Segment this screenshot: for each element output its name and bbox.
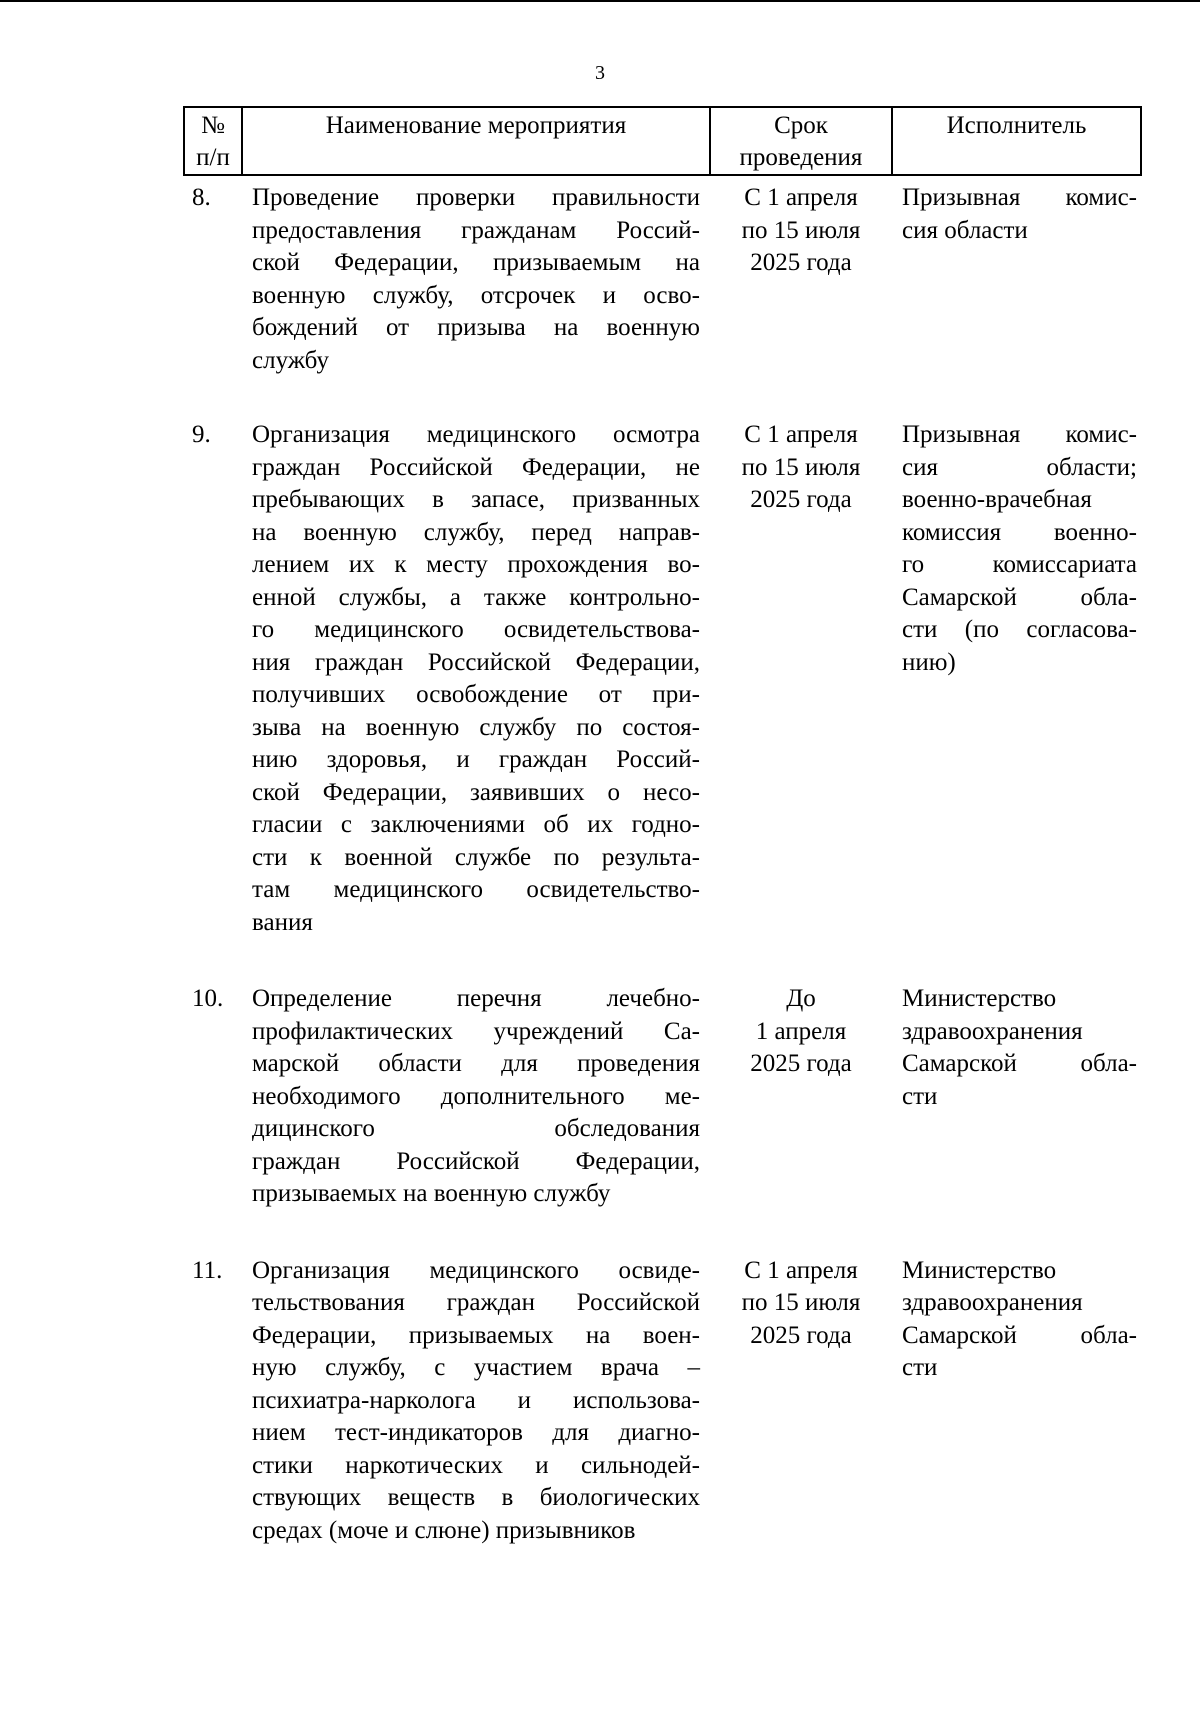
page-number: 3 [595,62,605,84]
cell-line: енной службы, а также контрольно- [252,583,700,611]
cell-line: 2025 года [750,1050,852,1077]
cell-line: Организация медицинского освиде- [252,1256,700,1284]
cell-line: Министерство [902,1256,1057,1284]
cell-line: получивших освобождение от при- [252,681,700,708]
cell-line: пребывающих в запасе, призванных [252,486,700,513]
cell-line: профилактических учреждений Са- [252,1017,700,1045]
cell-line: Самарской обла- [902,1050,1137,1077]
table-row [184,413,1141,977]
cell-line: С 1 апреля [744,184,858,211]
row-term [710,1249,892,1548]
cell-line: лением их к месту прохождения во- [252,551,700,578]
cell-line: Призывная комис- [902,184,1137,211]
table-row [184,977,1141,1249]
header-term [710,107,892,175]
cell-line: сия области [902,216,1028,244]
row-executor [892,977,1141,1249]
table-header [184,107,1141,175]
cell-line: Федерации, призываемых на воен- [252,1321,700,1349]
cell-line: сти (по согласова- [902,616,1137,643]
row-number-text: 10. [192,985,224,1012]
cell-line: призываемых на военную службу [252,1180,611,1207]
cell-line: ской Федерации, заявивших о несо- [252,778,700,806]
row-term [710,175,892,413]
row-number [184,413,242,977]
cell-line: по 15 июля [741,216,861,244]
cell-line: по 15 июля [741,1289,861,1316]
cell-line: Министерство [902,985,1057,1012]
table-header-row [184,107,1141,175]
row-number [184,1249,242,1548]
cell-line: сти [902,1082,938,1110]
cell-line: ную службу, с участием врача – [252,1354,700,1381]
cell-line: С 1 апреля [744,421,858,448]
row-event-name [242,413,710,977]
cell-line: нием тест-индикаторов для диагно- [252,1419,700,1446]
cell-line: на военную службу, перед направ- [252,518,700,546]
cell-line: С 1 апреля [744,1256,858,1284]
cell-line: сия области; [902,453,1137,481]
cell-line: тельствования граждан Российской [252,1289,700,1316]
cell-line: сти [902,1354,938,1381]
cell-line: военно-врачебная [902,486,1092,513]
header-number [184,107,242,175]
header-name [242,107,710,175]
cell-line: комиссия военно- [902,518,1137,546]
cell-line: вания [252,908,313,936]
row-executor [892,413,1141,977]
cell-line: ской Федерации, призываемым на [252,249,700,276]
top-border-line [0,0,1200,2]
row-event-name [242,1249,710,1548]
row-event-name [242,175,710,413]
cell-line: гласии с заключениями об их годно- [252,811,700,838]
row-term [710,977,892,1249]
cell-line: нию) [902,648,956,676]
header-line: Исполнитель [946,112,1087,139]
cell-line: марской области для проведения [252,1050,700,1077]
header-line: Срок [774,112,828,139]
cell-line: До [786,985,816,1012]
cell-line: психиатра-нарколога и использова- [252,1386,700,1414]
cell-line: нию здоровья, и граждан Россий- [252,746,700,773]
cell-line: службу [252,346,329,374]
cell-line: го медицинского освидетельствова- [252,616,700,643]
header-line: п/п [196,144,230,171]
cell-line: здравоохранения [902,1289,1083,1316]
table-row [184,175,1141,413]
row-executor [892,1249,1141,1548]
cell-line: зыва на военную службу по состоя- [252,713,700,741]
cell-line: ния граждан Российской Федерации, [252,648,700,676]
cell-line: Самарской обла- [902,583,1137,611]
cell-line: по 15 июля [741,453,861,481]
cell-line: Проведение проверки правильности [252,184,700,211]
cell-line: бождений от призыва на военную [252,314,700,341]
header-executor [892,107,1141,175]
cell-line: здравоохранения [902,1017,1083,1045]
cell-line: Призывная комис- [902,421,1137,448]
cell-line: стики наркотических и сильнодей- [252,1451,700,1479]
cell-line: 2025 года [750,1321,852,1349]
header-line: проведения [739,144,863,171]
cell-line: го комиссариата [902,551,1137,578]
table-row [184,1249,1141,1548]
cell-line: граждан Российской Федерации, не [252,453,700,481]
cell-line: там медицинского освидетельство- [252,876,700,903]
cell-line: сти к военной службе по результа- [252,843,700,871]
cell-line: Самарской обла- [902,1321,1137,1349]
row-number-text: 11. [192,1256,223,1284]
header-line: Наименование мероприятия [325,112,627,139]
row-term [710,413,892,977]
events-table [183,106,1142,1547]
cell-line: дицинского обследования [252,1115,700,1142]
header-line: № [201,112,225,139]
cell-line: средах (моче и слюне) призывников [252,1516,636,1544]
cell-line: необходимого дополнительного ме- [252,1082,700,1110]
cell-line: 2025 года [750,486,852,513]
cell-line: 1 апреля [755,1017,847,1045]
table-body [184,175,1141,1547]
cell-line: предоставления гражданам Россий- [252,216,700,244]
row-number [184,175,242,413]
cell-line: Определение перечня лечебно- [252,985,700,1012]
row-number [184,977,242,1249]
row-number-text: 9. [192,421,211,448]
row-executor [892,175,1141,413]
cell-line: 2025 года [750,249,852,276]
cell-line: граждан Российской Федерации, [252,1147,700,1175]
cell-line: военную службу, отсрочек и осво- [252,281,700,309]
cell-line: Организация медицинского осмотра [252,421,700,448]
row-event-name [242,977,710,1249]
cell-line: ствующих веществ в биологических [252,1484,700,1511]
row-number-text: 8. [192,184,211,211]
